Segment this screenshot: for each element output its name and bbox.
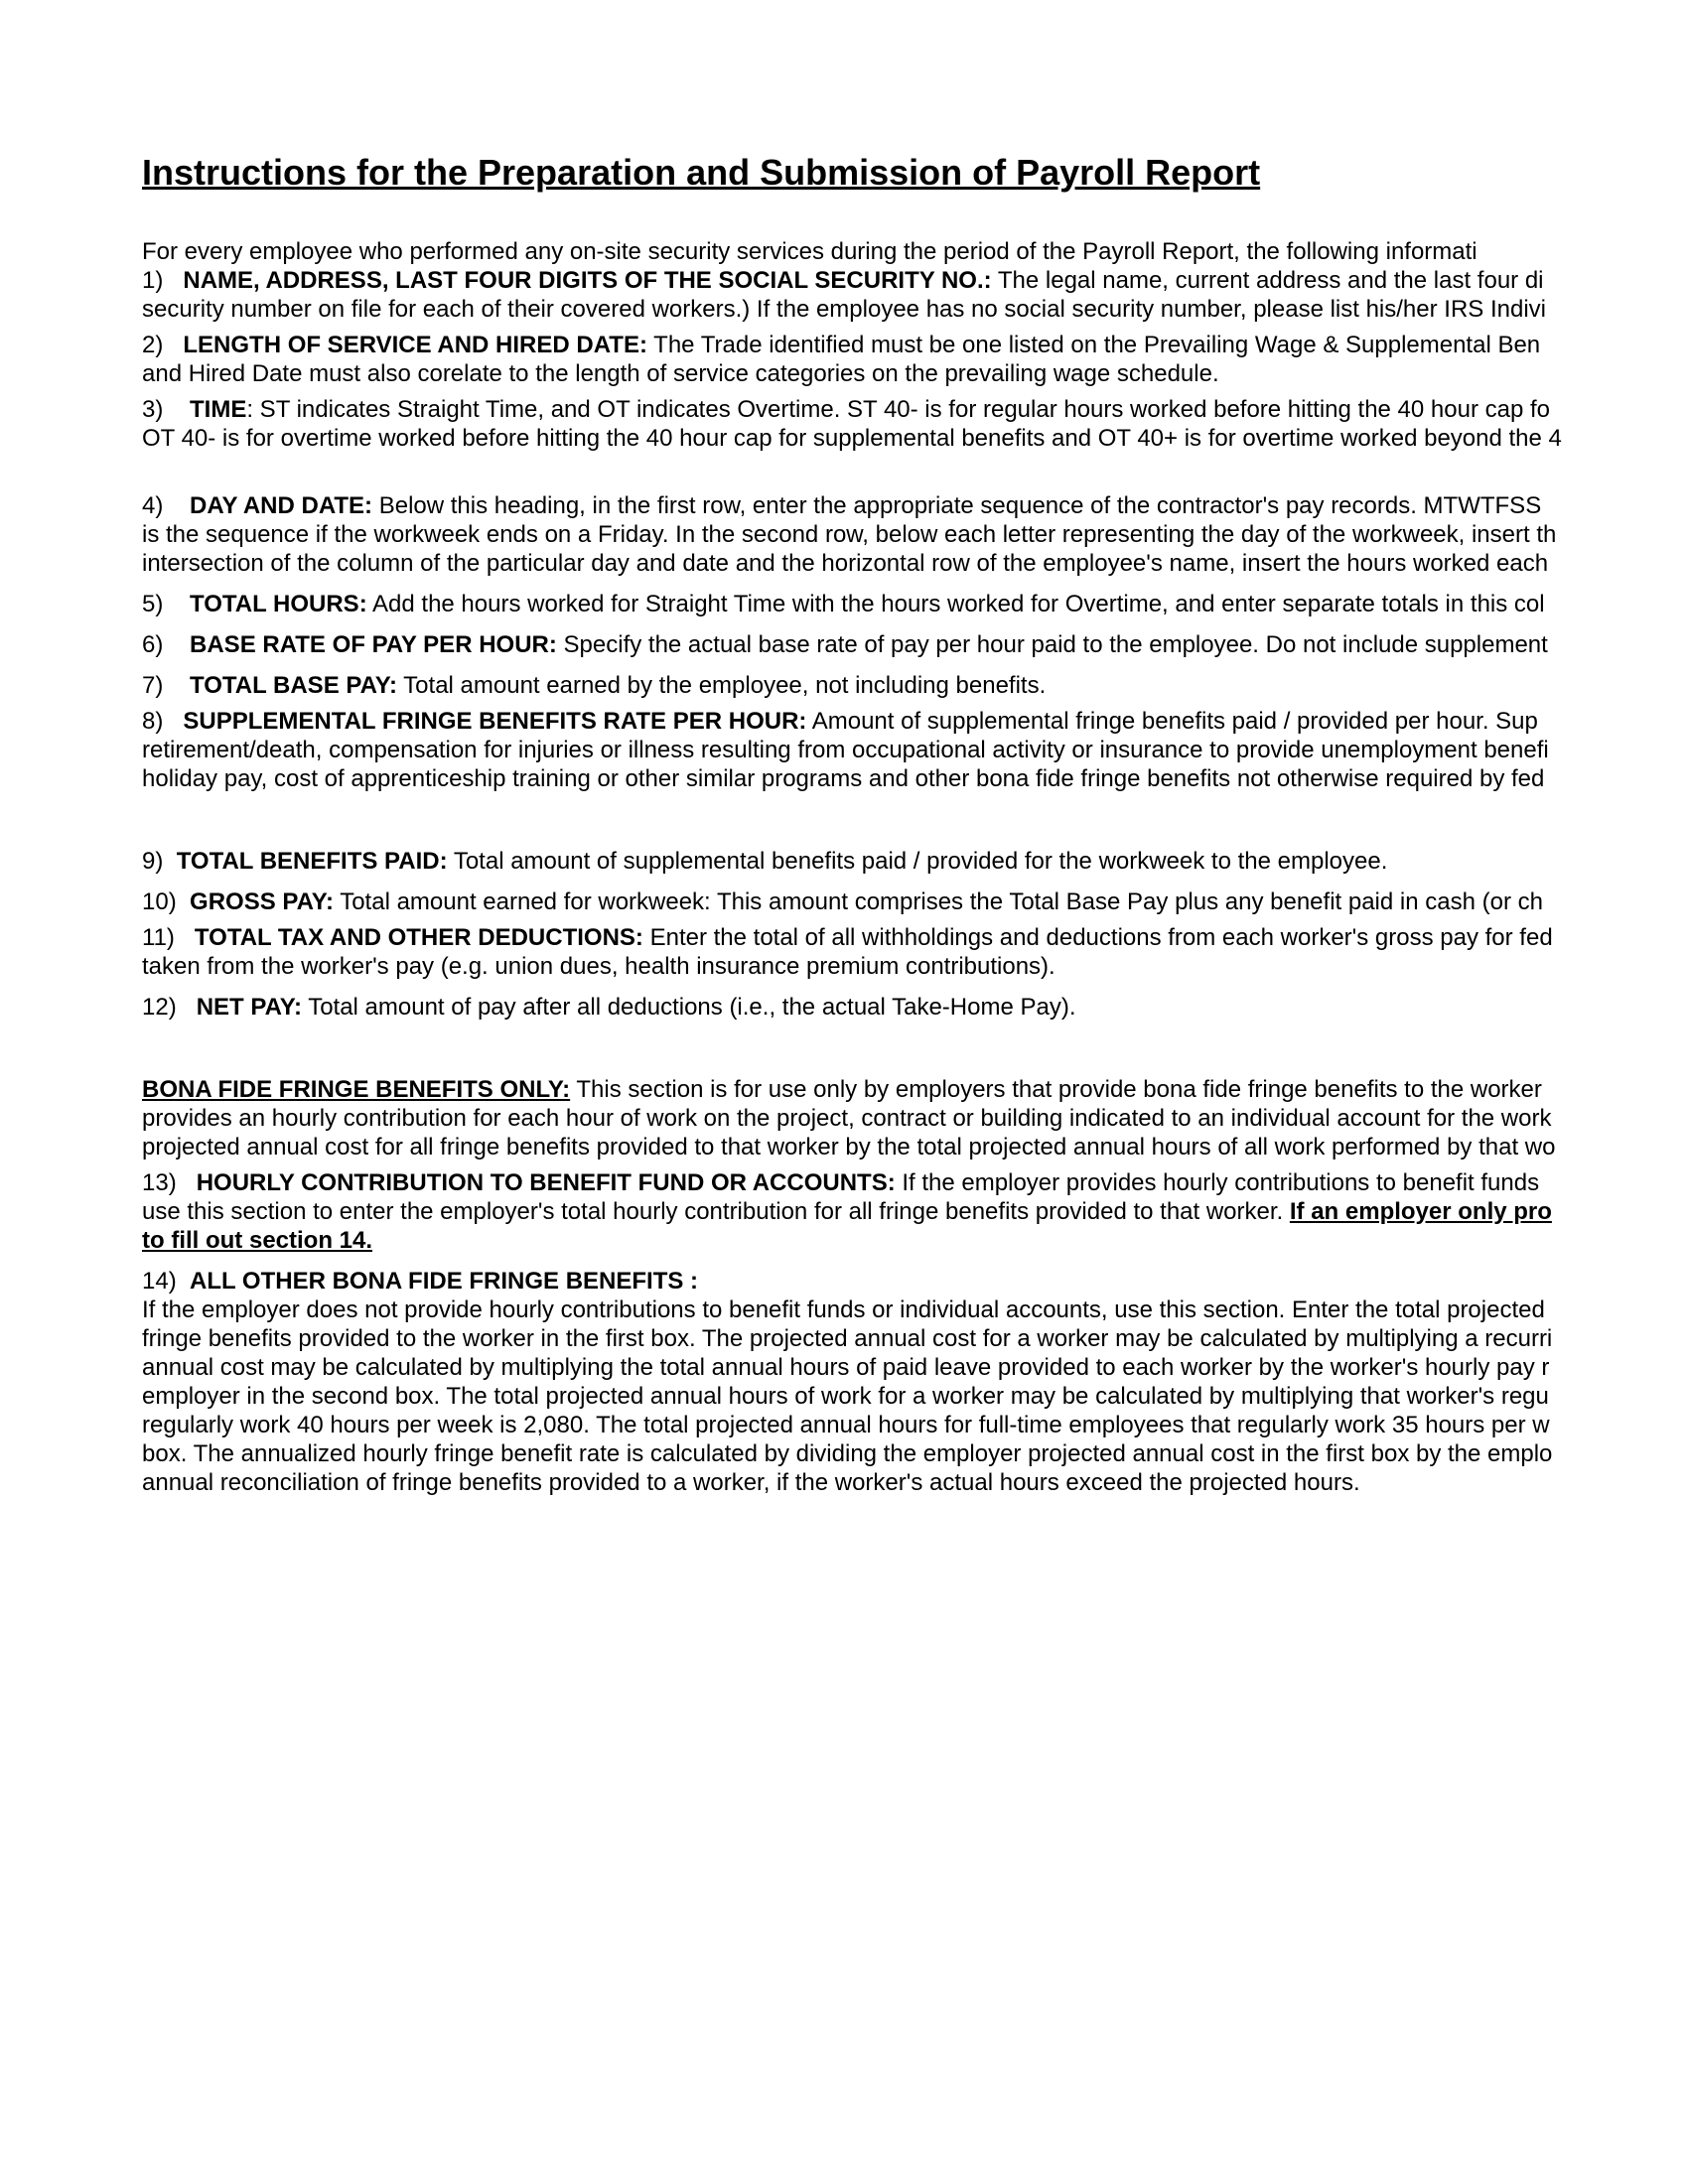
item-heading: TOTAL BASE PAY:: [190, 672, 397, 699]
item-text: The Trade identified must be one listed on the Prevailing Wage & Supplemental Ben: [646, 332, 1541, 358]
item-emphasis: to fill out section 14.: [142, 1227, 373, 1254]
item-text: Total amount of pay after all deductions (i.e., the actual Take-Home Pay).: [301, 994, 1076, 1021]
item-number: 3): [142, 396, 164, 423]
item-text-line: box. The annualized hourly fringe benefit rate is calculated by dividing the employer projected annual cost in the first box by the emplo: [142, 1440, 1553, 1467]
document-title: Instructions for the Preparation and Submission of Payroll Report: [142, 152, 1261, 193]
item-number: 8): [142, 708, 164, 735]
instruction-item-8: [142, 707, 1688, 793]
item-text-line: regularly work 40 hours per week is 2,080. The total projected annual hours for full-time employees that regularly work 35 hours per w: [142, 1412, 1550, 1438]
item-heading: LENGTH OF SERVICE AND HIRED DATE:: [183, 332, 647, 358]
instruction-item-7: [142, 671, 1688, 700]
intro-paragraph: [142, 237, 1688, 266]
item-number: 11): [142, 924, 175, 951]
item-heading: DAY AND DATE:: [190, 492, 373, 519]
item-number: 12): [142, 994, 177, 1021]
item-text: Enter the total of all withholdings and deductions from each worker's gross pay for fed: [642, 924, 1553, 951]
bona-fide-section: [142, 1075, 1688, 1161]
item-text-line: retirement/death, compensation for injuries or illness resulting from occupational activity or insurance to provide unemployment benefi: [142, 737, 1549, 763]
instruction-item-10: [142, 887, 1688, 916]
instruction-item-1: [142, 266, 1688, 324]
item-heading: TOTAL TAX AND OTHER DEDUCTIONS:: [194, 924, 643, 951]
item-number: 10): [142, 888, 177, 915]
document-content: [142, 149, 1688, 1497]
item-text: use this section to enter the employer's total hourly contribution for all fringe benefits provided to that worker.: [142, 1198, 1290, 1225]
item-text-line: OT 40- is for overtime worked before hitting the 40 hour cap for supplemental benefits and OT 40+ is for overtime worked beyond the 4: [142, 425, 1562, 452]
item-text: Total amount earned by the employee, not including benefits.: [396, 672, 1047, 699]
instruction-item-2: [142, 331, 1688, 388]
item-heading: BASE RATE OF PAY PER HOUR:: [190, 631, 557, 658]
item-text-line: employer in the second box. The total projected annual hours of work for a worker may be calculated by multiplying that worker's regu: [142, 1383, 1549, 1410]
item-text-line: If the employer does not provide hourly contributions to benefit funds or individual accounts, use this section. Enter the total projected: [142, 1297, 1545, 1323]
instruction-item-9: [142, 847, 1688, 876]
item-heading: ALL OTHER BONA FIDE FRINGE BENEFITS :: [190, 1268, 699, 1295]
item-text: Total amount earned for workweek: This amount comprises the Total Base Pay plus any benefit paid in cash (or ch: [333, 888, 1543, 915]
item-text: Add the hours worked for Straight Time with the hours worked for Overtime, and enter separate totals in this col: [366, 591, 1545, 617]
item-heading: TIME: [190, 396, 247, 423]
item-heading: NET PAY:: [196, 994, 302, 1021]
item-text: : ST indicates Straight Time, and OT indicates Overtime. ST 40- is for regular hours worked before hitting the 40 hour cap fo: [246, 396, 1550, 423]
section-text-line: projected annual cost for all fringe benefits provided to that worker by the total projected annual hours of all work performed by that wo: [142, 1134, 1556, 1160]
item-number: 2): [142, 332, 164, 358]
item-text: If the employer provides hourly contributions to benefit funds: [895, 1169, 1540, 1196]
item-number: 6): [142, 631, 164, 658]
item-emphasis: If an employer only pro: [1289, 1198, 1552, 1225]
instruction-item-11: [142, 923, 1688, 981]
item-heading: HOURLY CONTRIBUTION TO BENEFIT FUND OR ACCOUNTS:: [196, 1169, 896, 1196]
item-text-line: and Hired Date must also corelate to the length of service categories on the prevailing wage schedule.: [142, 360, 1219, 387]
item-text: Specify the actual base rate of pay per hour paid to the employee. Do not include supplement: [556, 631, 1548, 658]
item-text-line: intersection of the column of the particular day and date and the horizontal row of the employee's name, insert the hours worked each: [142, 550, 1549, 577]
item-text-line: annual cost may be calculated by multiplying the total annual hours of paid leave provided to each worker by the worker's hourly pay r: [142, 1354, 1550, 1381]
instruction-item-6: [142, 630, 1688, 659]
instruction-item-3: [142, 395, 1688, 453]
item-heading: NAME, ADDRESS, LAST FOUR DIGITS OF THE SOCIAL SECURITY NO.:: [183, 267, 992, 294]
instruction-item-14: [142, 1267, 1688, 1497]
item-number: 5): [142, 591, 164, 617]
instruction-item-5: [142, 590, 1688, 618]
section-text-line: provides an hourly contribution for each hour of work on the project, contract or building indicated to an individual account for the work: [142, 1105, 1552, 1132]
item-text-line: is the sequence if the workweek ends on a Friday. In the second row, below each letter representing the day of the workweek, insert th: [142, 521, 1557, 548]
intro-text: For every employee who performed any on-site security services during the period of the Payroll Report, the following informati: [142, 238, 1477, 265]
section-text: This section is for use only by employers that provide bona fide fringe benefits to the worker: [570, 1076, 1542, 1103]
item-text: Below this heading, in the first row, enter the appropriate sequence of the contractor's pay records. MTWTFSS: [372, 492, 1542, 519]
item-heading: SUPPLEMENTAL FRINGE BENEFITS RATE PER HOUR:: [183, 708, 807, 735]
item-number: 4): [142, 492, 164, 519]
item-text-line: annual reconciliation of fringe benefits provided to a worker, if the worker's actual hours exceed the projected hours.: [142, 1469, 1360, 1496]
item-number: 1): [142, 267, 164, 294]
item-text: The legal name, current address and the last four di: [991, 267, 1544, 294]
item-text-line: holiday pay, cost of apprenticeship training or other similar programs and other bona fide fringe benefits not otherwise required by fed: [142, 765, 1545, 792]
item-heading: TOTAL BENEFITS PAID:: [176, 848, 448, 875]
instruction-item-13: [142, 1168, 1688, 1255]
section-heading: BONA FIDE FRINGE BENEFITS ONLY:: [142, 1076, 571, 1103]
instruction-item-4: [142, 491, 1688, 578]
item-text: Total amount of supplemental benefits paid / provided for the workweek to the employee.: [447, 848, 1388, 875]
item-heading: TOTAL HOURS:: [190, 591, 367, 617]
item-text-line: fringe benefits provided to the worker in the first box. The projected annual cost for a worker may be calculated by multiplying a recurri: [142, 1325, 1553, 1352]
item-text: Amount of supplemental fringe benefits paid / provided per hour. Sup: [806, 708, 1538, 735]
item-number: 13): [142, 1169, 177, 1196]
item-number: 7): [142, 672, 164, 699]
item-number: 14): [142, 1268, 177, 1295]
item-heading: GROSS PAY:: [190, 888, 334, 915]
item-text-line: security number on file for each of their covered workers.) If the employee has no social security number, please list his/her IRS Indivi: [142, 296, 1546, 323]
item-text-line: taken from the worker's pay (e.g. union dues, health insurance premium contributions).: [142, 953, 1055, 980]
instruction-item-12: [142, 993, 1688, 1022]
item-number: 9): [142, 848, 164, 875]
